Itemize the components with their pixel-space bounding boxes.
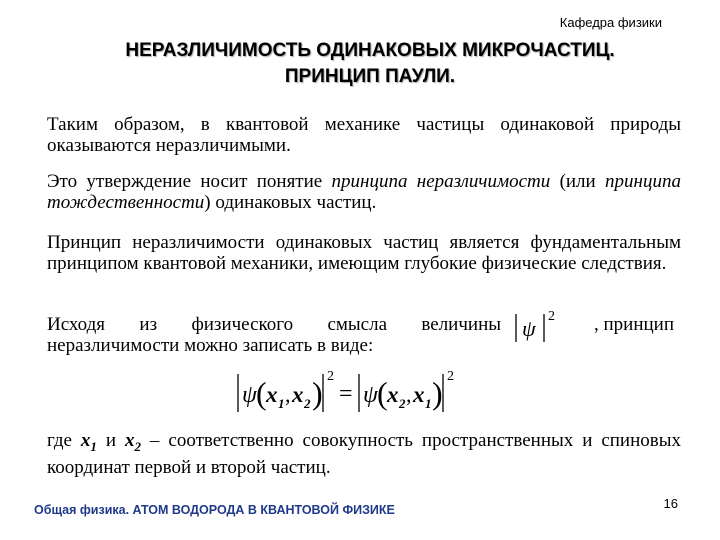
subscript-1: 1 (90, 438, 97, 454)
variable-x1: x (80, 430, 91, 451)
paragraph-indistinguishable: Таким образом, в квантовой механике частицы одинаковой природы оказываются неразличимыми. (47, 114, 681, 156)
paragraph-text: Это утверждение носит понятие (47, 171, 332, 192)
slide-title-line-1: НЕРАЗЛИЧИМОСТЬ ОДИНАКОВЫХ МИКРОЧАСТИЦ. (125, 40, 615, 61)
paragraph-physical-meaning-line2: неразличимости можно записать в виде: (47, 335, 374, 356)
power-exponent: 2 (447, 369, 454, 384)
footer-course-title: Общая физика. АТОМ ВОДОРОДА В КВАНТОВОЙ ФИЗИКЕ (34, 503, 395, 517)
psi-symbol: ψ (363, 382, 378, 408)
paragraph-coordinates (47, 430, 681, 478)
department-label: Кафедра физики (559, 15, 662, 30)
paragraph-text: ) одинаковых частиц. (204, 192, 377, 213)
subscript-2: 2 (134, 438, 141, 454)
term-identity: принципа тождественности (47, 171, 681, 213)
variable-x2: x (124, 430, 135, 451)
paragraph-text: – соответственно совокупность пространственных и спиновых координат первой и второй частиц. (47, 430, 682, 478)
paren-open: ( (377, 375, 388, 411)
variable-x: x (292, 382, 304, 407)
comma: , (285, 382, 291, 407)
paren-close: ) (312, 375, 323, 411)
paragraph-text: (или (550, 171, 606, 192)
subscript-1: 1 (425, 396, 432, 411)
term-indistinguishability: принципа неразличимости (331, 171, 551, 192)
paragraph-text: и (96, 430, 125, 451)
subscript-2: 2 (399, 396, 406, 411)
variable-x: x (413, 382, 425, 407)
paren-close: ) (432, 375, 443, 411)
slide-title (60, 38, 680, 90)
variable-x: x (387, 382, 399, 407)
psi-symbol: ψ (522, 316, 536, 341)
paragraph-text: где (47, 430, 81, 451)
comma: , (406, 382, 412, 407)
paragraph-physical-meaning-cont: , принцип (593, 314, 674, 335)
indistinguishability-equation (232, 366, 472, 418)
equals-sign: = (339, 381, 353, 407)
paren-open: ( (256, 375, 267, 411)
power-exponent: 2 (548, 309, 555, 324)
subscript-1: 1 (278, 396, 285, 411)
subscript-2: 2 (304, 396, 311, 411)
paragraph-principle-name (47, 171, 681, 213)
paragraph-physical-meaning: Исходя из физического смысла величины (47, 314, 501, 335)
psi-squared-formula (510, 306, 570, 346)
page-number: 16 (663, 496, 678, 511)
slide-title-line-2: ПРИНЦИП ПАУЛИ. (284, 66, 456, 87)
power-exponent: 2 (327, 369, 334, 384)
psi-symbol: ψ (242, 382, 257, 408)
variable-x: x (266, 382, 278, 407)
paragraph-fundamental-principle: Принцип неразличимости одинаковых частиц является фундаментальным принципом квантовой механики, имеющим глубокие физические следствия. (47, 232, 681, 274)
